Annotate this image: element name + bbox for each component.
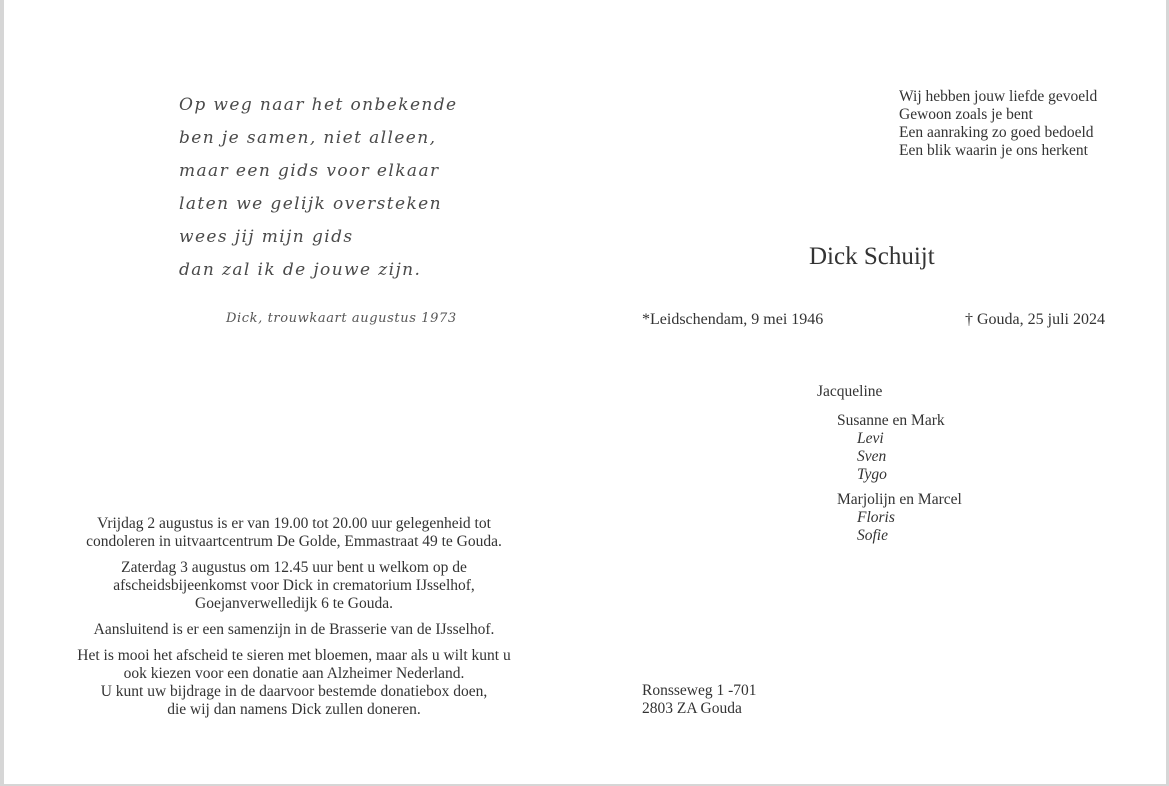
info-line: Goejanverwelledijk 6 te Gouda.: [195, 595, 393, 612]
gathering-paragraph: [44, 621, 544, 639]
poem-line: maar een gids voor elkaar: [179, 161, 440, 181]
verse: [899, 88, 1097, 160]
donation-paragraph: [44, 647, 544, 719]
poem-line: Op weg naar het onbekende: [179, 95, 458, 115]
birth-date: *Leidschendam, 9 mei 1946: [642, 311, 824, 328]
grandchild-name: Tygo: [857, 466, 887, 483]
poem-line: dan zal ik de jouwe zijn.: [179, 260, 422, 280]
info-line: ook kiezen voor een donatie aan Alzheimer Nederland.: [123, 665, 465, 682]
poem-line: laten we gelijk oversteken: [179, 194, 442, 214]
child-couple: Susanne en Mark: [837, 412, 945, 429]
info-line: die wij dan namens Dick zullen doneren.: [167, 701, 421, 718]
poem: [179, 93, 479, 291]
info-line: Aansluitend is er een samenzijn in de Brasserie van de IJsselhof.: [93, 621, 495, 638]
address-street: Ronsseweg 1 -701: [642, 682, 757, 699]
info-line: Het is mooi het afscheid te sieren met bloemen, maar als u wilt kunt u: [77, 647, 511, 664]
verse-line: Gewoon zoals je bent: [899, 106, 1033, 123]
info-line: U kunt uw bijdrage in de daarvoor bestemde donatiebox doen,: [100, 683, 488, 700]
funeral-info: [44, 515, 544, 719]
verse-line: Wij hebben jouw liefde gevoeld: [899, 88, 1098, 105]
address-city: 2803 ZA Gouda: [642, 700, 742, 717]
info-line: Zaterdag 3 augustus om 12.45 uur bent u welkom op de: [121, 559, 467, 576]
poem-line: ben je samen, niet alleen,: [179, 128, 437, 148]
info-line: afscheidsbijeenkomst voor Dick in crematorium IJsselhof,: [113, 577, 475, 594]
page-edge-left: [0, 0, 4, 786]
verse-line: Een blik waarin je ons herkent: [899, 142, 1088, 159]
verse-line: Een aanraking zo goed bedoeld: [899, 124, 1094, 141]
grandchild-name: Floris: [857, 509, 895, 526]
child-couple: Marjolijn en Marcel: [837, 491, 962, 508]
poem-credit: Dick, trouwkaart augustus 1973: [226, 311, 457, 326]
correspondence-address: [642, 682, 757, 718]
poem-line: wees jij mijn gids: [179, 227, 354, 247]
info-line: condoleren in uitvaartcentrum De Golde, Emmastraat 49 te Gouda.: [86, 533, 502, 550]
condolence-paragraph: [44, 515, 544, 551]
spouse-name: Jacqueline: [817, 383, 883, 400]
grandchild-name: Sven: [857, 448, 887, 465]
death-date: † Gouda, 25 juli 2024: [965, 311, 1105, 328]
grandchild-name: Levi: [857, 430, 884, 447]
info-line: Vrijdag 2 augustus is er van 19.00 tot 20.00 uur gelegenheid tot: [97, 515, 491, 532]
deceased-name: Dick Schuijt: [809, 243, 935, 270]
ceremony-paragraph: [44, 559, 544, 613]
grandchild-name: Sofie: [857, 527, 888, 544]
